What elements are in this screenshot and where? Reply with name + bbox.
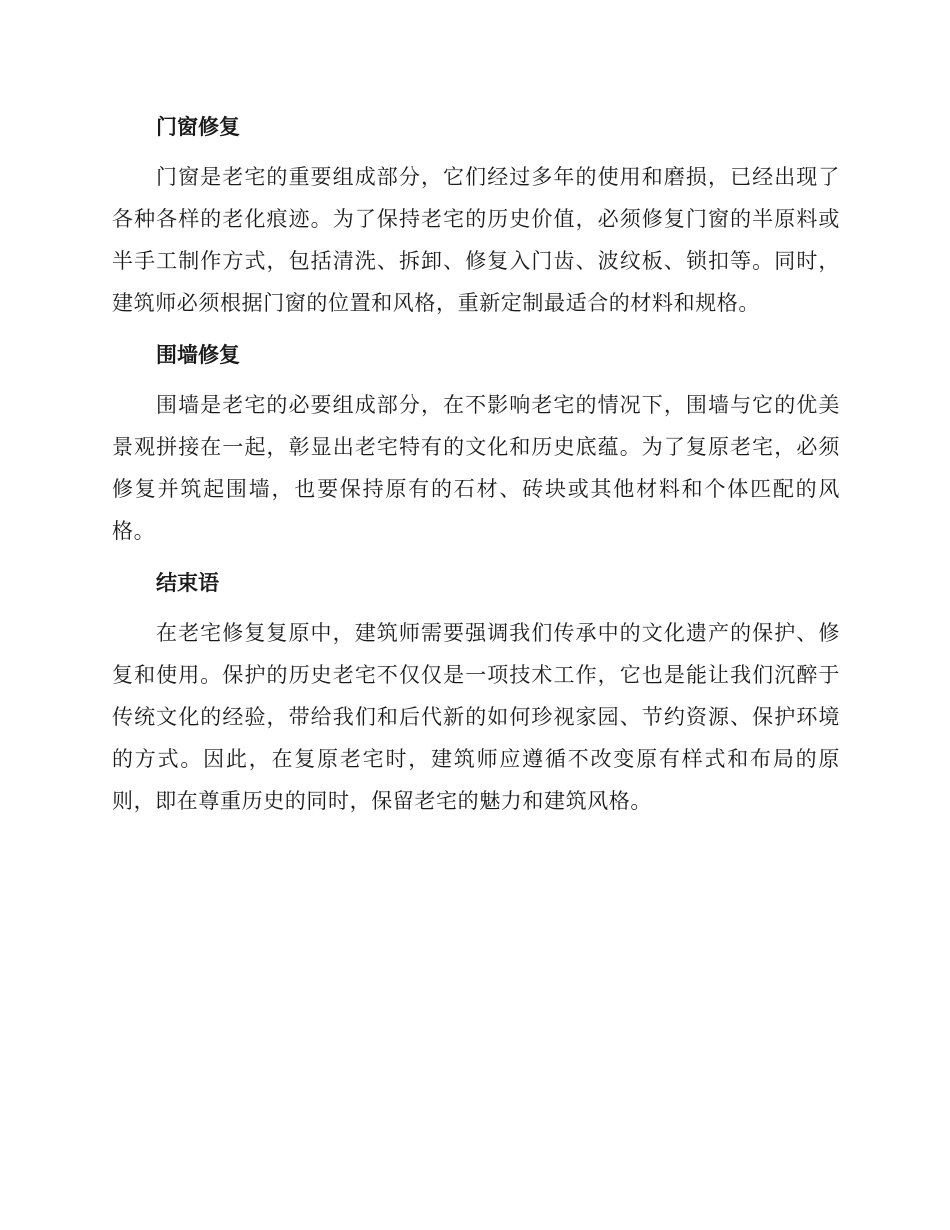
section-wall-repair (112, 336, 840, 552)
section-heading: 结束语 (156, 571, 219, 595)
section-paragraph: 门窗是老宅的重要组成部分，它们经过多年的使用和磨损，已经出现了各种各样的老化痕迹。为了保持老宅的历史价值，必须修复门窗的半原料或半手工制作方式，包括清洗、拆卸、修复入门齿、波纹板、锁扣等。同时，建筑师必须根据门窗的位置和风格，重新定制最适合的材料和规格。 (112, 165, 840, 315)
section-conclusion (112, 564, 840, 822)
section-heading: 围墙修复 (156, 343, 240, 367)
section-paragraph: 在老宅修复复原中，建筑师需要强调我们传承中的文化遗产的保护、修复和使用。保护的历史老宅不仅仅是一项技术工作，它也是能让我们沉醉于传统文化的经验，带给我们和后代新的如何珍视家园、节约资源、保护环境的方式。因此，在复原老宅时，建筑师应遵循不改变原有样式和布局的原则，即在尊重历史的同时，保留老宅的魅力和建筑风格。 (112, 621, 840, 813)
section-heading: 门窗修复 (156, 115, 240, 139)
section-door-window-repair (112, 108, 840, 324)
document-page (112, 108, 840, 832)
section-paragraph: 围墙是老宅的必要组成部分，在不影响老宅的情况下，围墙与它的优美景观拼接在一起，彰显出老宅特有的文化和历史底蕴。为了复原老宅，必须修复并筑起围墙，也要保持原有的石材、砖块或其他材料和个体匹配的风格。 (112, 393, 840, 543)
